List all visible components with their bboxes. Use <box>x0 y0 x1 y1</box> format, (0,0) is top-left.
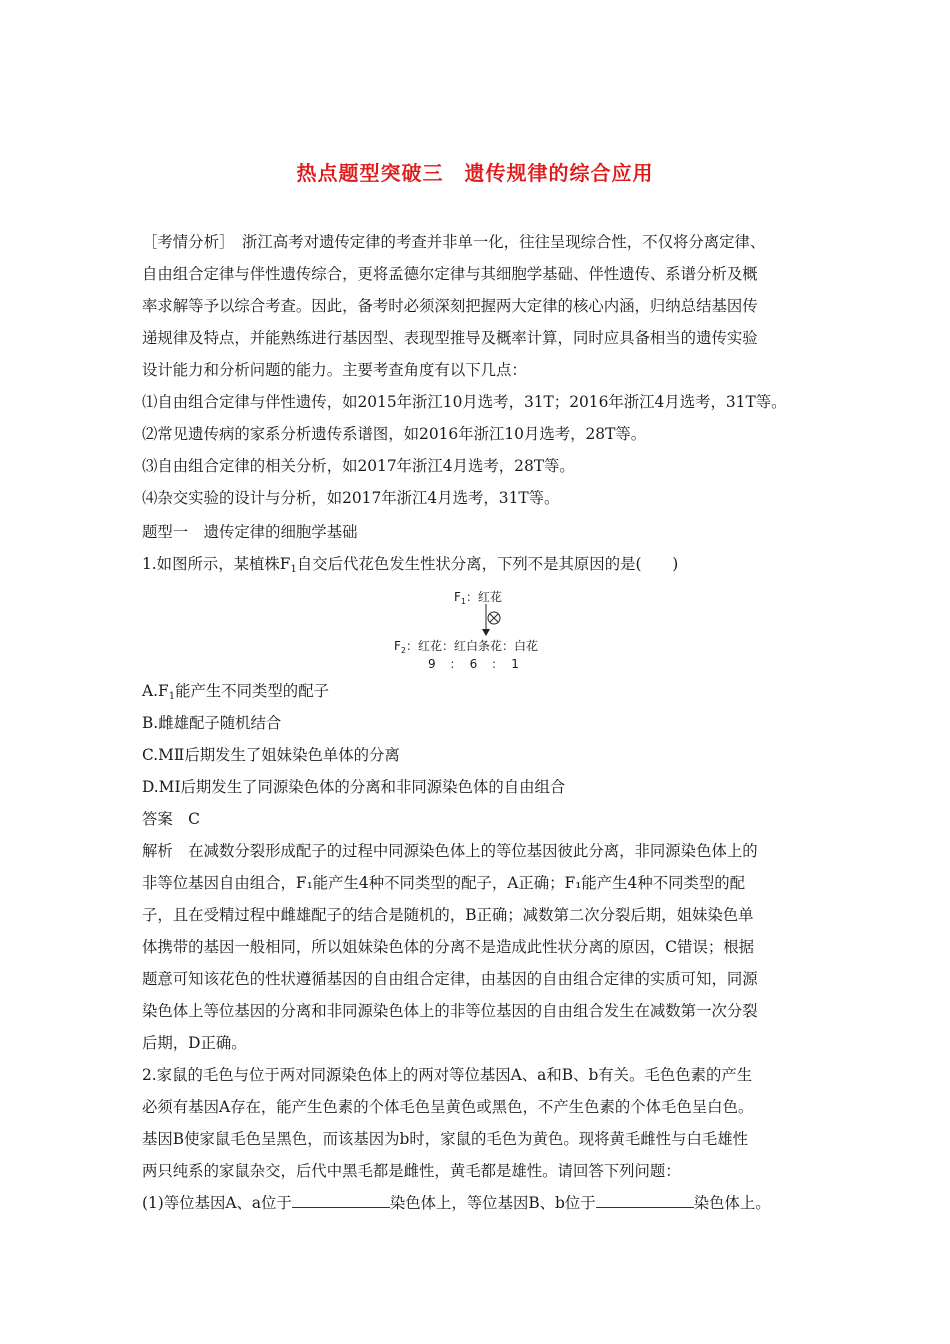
question-1-stem <box>142 554 678 580</box>
explanation-line: 解析 在减数分裂形成配子的过程中同源染色体上的等位基因彼此分离，非同源染色体上的 <box>142 842 758 860</box>
cross-diagram <box>380 582 570 672</box>
f2-label: $F_2$：红花：红白条花：白花 <box>394 639 539 655</box>
analysis-line: ［考情分析］ 浙江高考对遗传定律的考查并非单一化，往往呈现综合性，不仅将分离定律、 <box>142 233 766 251</box>
option-d: D.MⅠ后期发生了同源染色体的分离和非同源染色体的自由组合 <box>142 778 566 796</box>
analysis-line: 递规律及特点，并能熟练进行基因型、表现型推导及概率计算，同时应具备相当的遗传实验 <box>142 329 758 347</box>
stem-text: 自交后代花色发生性状分离，下列不是其原因的是( ) <box>296 555 679 573</box>
stem-text: 1.如图所示，某植株F <box>142 555 291 573</box>
f1-label: $F_1$：红花 <box>454 590 503 606</box>
point-item: ⑶自由组合定律的相关分析，如2017年浙江4月选考，28T等。 <box>142 457 575 475</box>
analysis-line: 率求解等予以综合考查。因此，备考时必须深刻把握两大定律的核心内涵，归纳总结基因传 <box>142 297 758 315</box>
f2-ratio: 9 ： 6 ： 1 <box>428 657 520 671</box>
explanation-line: 子，且在受精过程中雌雄配子的结合是随机的，B正确；减数第二次分裂后期，姐妹染色单 <box>142 906 754 924</box>
option-c: C.MⅡ后期发生了姐妹染色单体的分离 <box>142 746 400 764</box>
question-2-sub-1: (1)等位基因A、a位于 染色体上，等位基因B、b位于 染色体上。 <box>142 1194 771 1212</box>
explanation-line: 非等位基因自由组合，F₁能产生4种不同类型的配子，A正确；F₁能产生4种不同类型的配 <box>142 874 746 892</box>
point-item: ⑵常见遗传病的家系分析遗传系谱图，如2016年浙江10月选考，28T等。 <box>142 425 647 443</box>
explanation-line: 染色体上等位基因的分离和非同源染色体上的非等位基因的自由组合发生在减数第一次分裂 <box>142 1002 758 1020</box>
point-item: ⑷杂交实验的设计与分析，如2017年浙江4月选考，31T等。 <box>142 489 560 507</box>
arrow-head-icon <box>482 629 490 636</box>
explanation-line: 题意可知该花色的性状遵循基因的自由组合定律，由基因的自由组合定律的实质可知，同源 <box>142 970 758 988</box>
question-2-stem: 两只纯系的家鼠杂交，后代中黑毛都是雌性，黄毛都是雄性。请回答下列问题： <box>142 1162 681 1180</box>
explanation-line: 后期，D正确。 <box>142 1034 247 1052</box>
point-item: ⑴自由组合定律与伴性遗传，如2015年浙江10月选考，31T；2016年浙江4月选考，31T等。 <box>142 393 787 411</box>
section-heading: 题型一 遗传定律的细胞学基础 <box>142 523 358 541</box>
explanation-line: 体携带的基因一般相同，所以姐妹染色体的分离不是造成此性状分离的原因，C错误；根据 <box>142 938 755 956</box>
page-title: 热点题型突破三 遗传规律的综合应用 <box>296 161 654 185</box>
analysis-line: 自由组合定律与伴性遗传综合，更将孟德尔定律与其细胞学基础、伴性遗传、系谱分析及概 <box>142 265 758 283</box>
subscript: 1 <box>290 564 297 575</box>
question-2-stem: 2.家鼠的毛色与位于两对同源染色体上的两对等位基因A、a和B、b有关。毛色色素的产生 <box>142 1066 753 1084</box>
question-2-stem: 基因B使家鼠毛色呈黑色，而该基因为b时，家鼠的毛色为黄色。现将黄毛雌性与白毛雄性 <box>142 1130 749 1148</box>
option-b: B.雌雄配子随机结合 <box>142 714 282 732</box>
option-a: $A.F_1$能产生不同类型的配子 <box>142 682 329 702</box>
answer-blank[interactable] <box>292 1193 390 1208</box>
question-2-stem: 必须有基因A存在，能产生色素的个体毛色呈黄色或黑色，不产生色素的个体毛色呈白色。 <box>142 1098 754 1116</box>
analysis-line: 设计能力和分析问题的能力。主要考查角度有以下几点： <box>142 361 527 379</box>
answer-blank[interactable] <box>596 1193 694 1208</box>
answer: 答案 C <box>142 810 200 828</box>
